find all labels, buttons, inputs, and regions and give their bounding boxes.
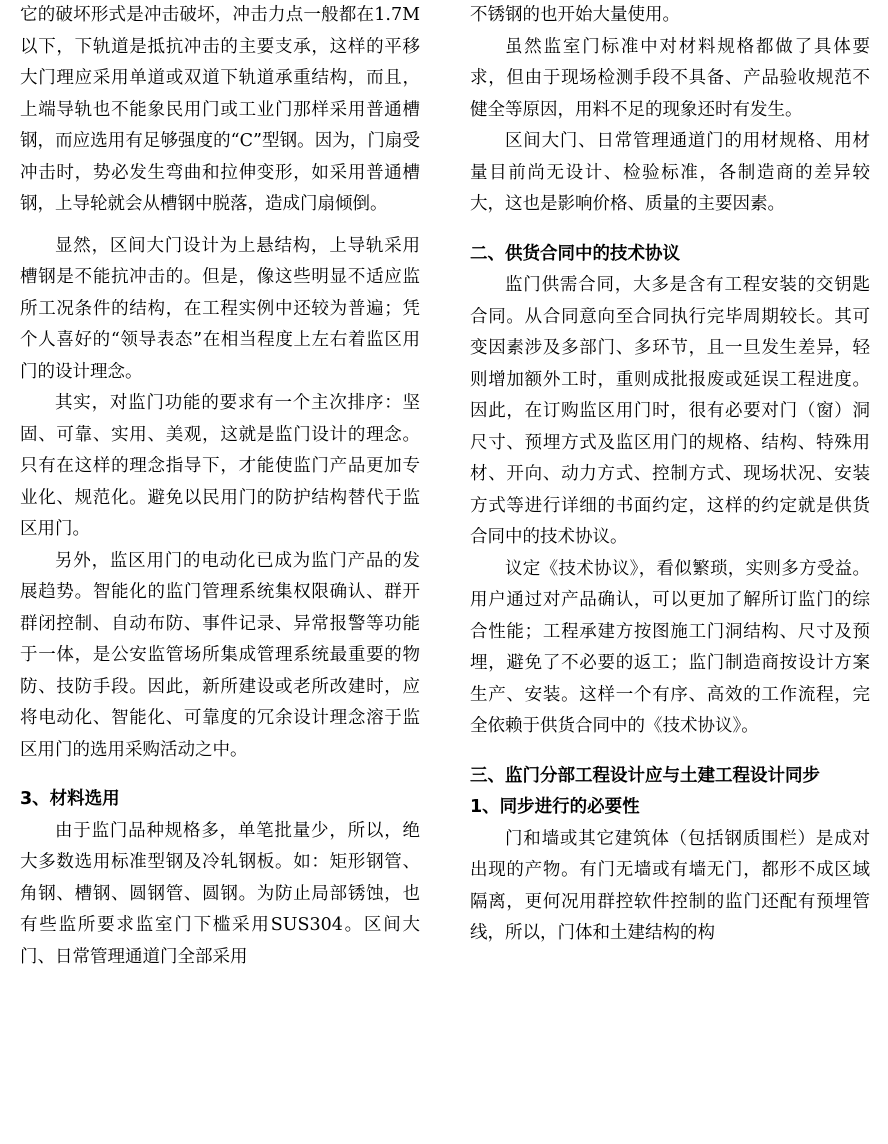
right-column bbox=[470, 0, 870, 950]
left-column bbox=[20, 0, 420, 973]
section-heading: 3、材料选用 bbox=[20, 789, 120, 809]
paragraph: 区间大门、日常管理通道门的用材规格、用材量目前尚无设计、检验标准，各制造商的差异较大，这也是影响价格、质量的主要因素。 bbox=[470, 131, 870, 214]
paragraph: 另外，监区用门的电动化已成为监门产品的发展趋势。智能化的监门管理系统集权限确认、群开群闭控制、自动布防、事件记录、异常报警等功能于一体，是公安监管场所集成管理系统最重要的物防、技防手段。因此，新所建设或老所改建时，应将电动化、智能化、可靠度的冗余设计理念溶于监区用门的选用采购活动之中。 bbox=[20, 550, 420, 760]
paragraph: 显然，区间大门设计为上悬结构，上导轨采用槽钢是不能抗冲击的。但是，像这些明显不适应监所工况条件的结构，在工程实例中还较为普遍；凭个人喜好的“领导表态”在相当程度上左右着监区用门的设计理念。 bbox=[20, 235, 420, 382]
paragraph: 虽然监室门标准中对材料规格都做了具体要求，但由于现场检测手段不具备、产品验收规范不健全等原因，用料不足的现象还时有发生。 bbox=[470, 36, 870, 120]
subsection-heading: 1、同步进行的必要性 bbox=[470, 797, 640, 817]
paragraph: 不锈钢的也开始大量使用。 bbox=[470, 5, 680, 25]
paragraph: 议定《技术协议》，看似繁琐，实则多方受益。用户通过对产品确认，可以更加了解所订监门的综合性能；工程承建方按图施工门洞结构、尺寸及预埋，避免了不必要的返工；监门制造商按设计方案生产、安装。这样一个有序、高效的工作流程，完全依赖于供货合同中的《技术协议》。 bbox=[470, 558, 870, 736]
paragraph: 它的破坏形式是冲击破坏，冲击力点一般都在1.7M 以下，下轨道是抵抗冲击的主要支承，这样的平移大门理应采用单道或双道下轨道承重结构，而且，上端导轨也不能象民用门或工业门那样采用普通槽钢，而应选用有足够强度的“C”型钢。因为，门扇受冲击时，势必发生弯曲和拉伸变形，如采用普通槽钢，上导轮就会从槽钢中脱落，造成门扇倾倒。 bbox=[20, 5, 420, 214]
paragraph: 其实，对监门功能的要求有一个主次排序：坚固、可靠、实用、美观，这就是监门设计的理念。只有在这样的理念指导下，才能使监门产品更加专业化、规范化。避免以民用门的防护结构替代于监区用门。 bbox=[20, 393, 420, 539]
paragraph: 门和墙或其它建筑体（包括钢质围栏）是成对出现的产物。有门无墙或有墙无门，都形不成区域隔离，更何况用群控软件控制的监门还配有预埋管线，所以，门体和土建结构的构 bbox=[470, 828, 870, 943]
paragraph: 监门供需合同，大多是含有工程安装的交钥匙合同。从合同意向至合同执行完毕周期较长。其可变因素涉及多部门、多环节，且一旦发生差异，轻则增加额外工时，重则成批报废或延误工程进度。因此，在订购监区用门时，很有必要对门（窗）洞尺寸、预埋方式及监区用门的规格、结构、特殊用材、开向、动力方式、控制方式、现场状况、安装方式等进行详细的书面约定，这样的约定就是供货合同中的技术协议。 bbox=[470, 275, 870, 547]
section-heading: 二、供货合同中的技术协议 bbox=[470, 243, 680, 264]
paragraph: 由于监门品种规格多，单笔批量少，所以，绝大多数选用标准型钢及冷轧钢板。如：矩形钢管、角钢、槽钢、圆钢管、圆钢。为防止局部锈蚀，也有些监所要求监室门下槛采用SUS304。区间大门、日常管理通道门全部采用 bbox=[20, 820, 420, 967]
section-heading: 三、监门分部工程设计应与土建工程设计同步 bbox=[470, 765, 820, 786]
